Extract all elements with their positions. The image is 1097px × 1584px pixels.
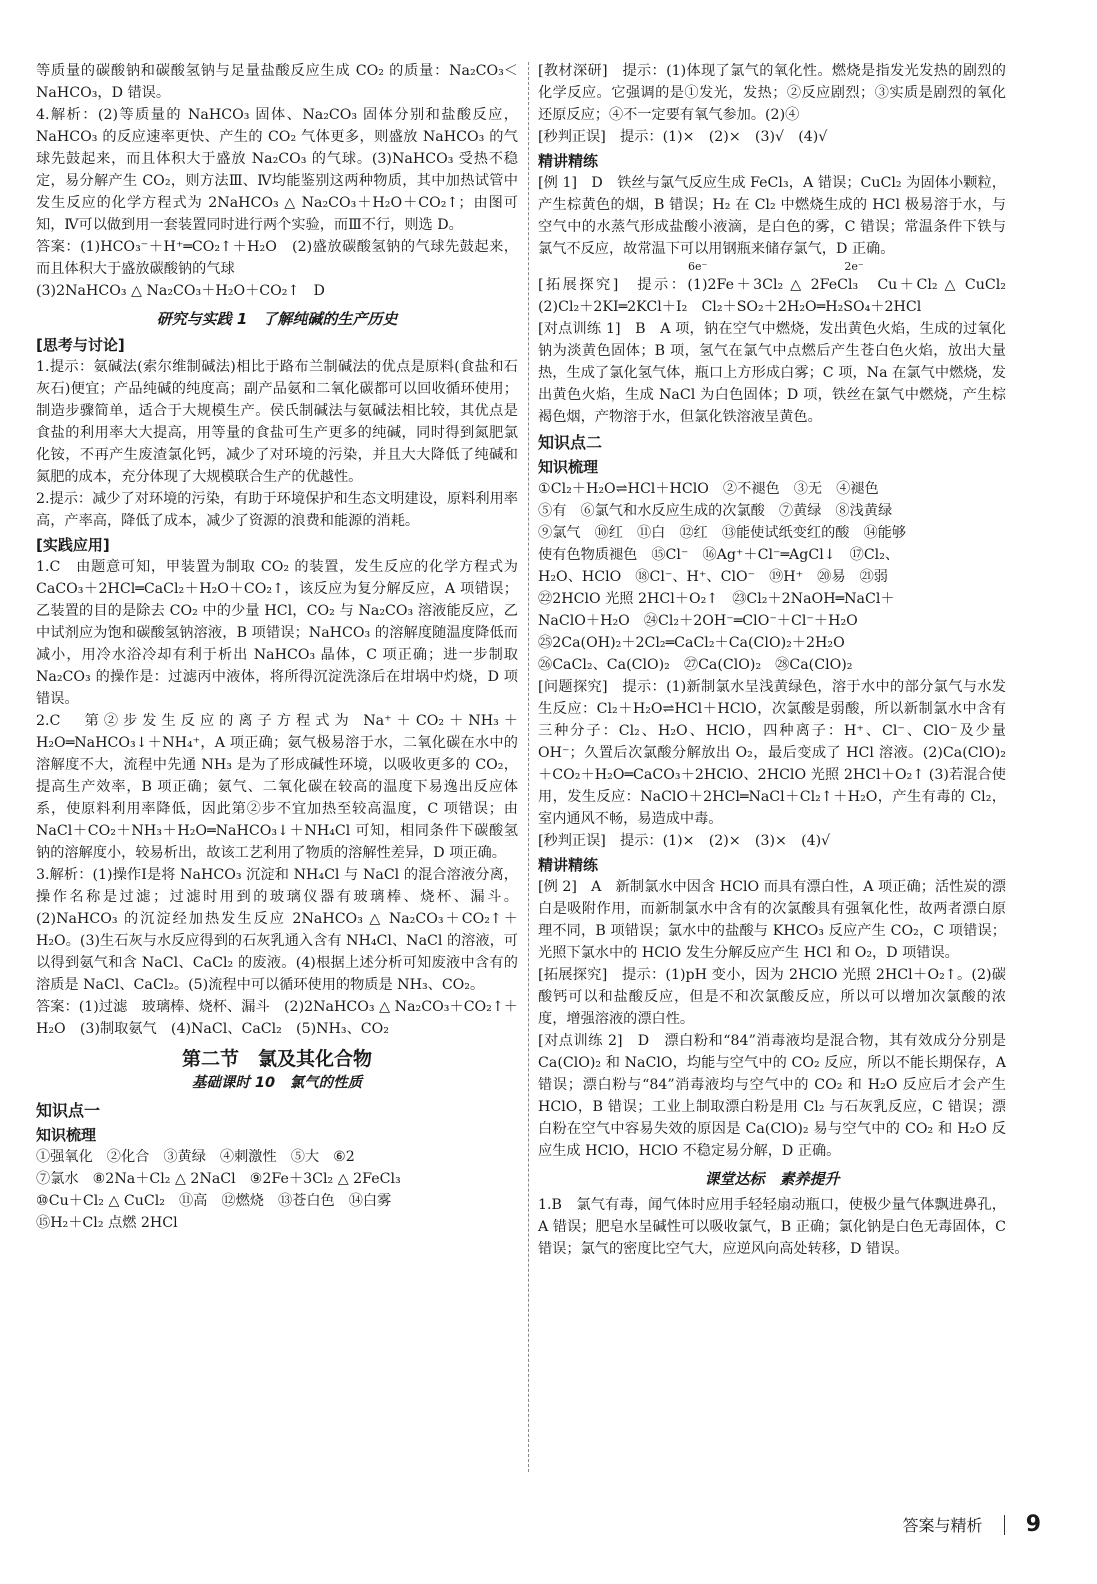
answer-row [36, 1168, 518, 1190]
answer-item: ㉖CaCl₂、Ca(ClO)₂ [538, 657, 670, 673]
answer-item: ①强氧化 [36, 1149, 93, 1165]
paragraph: 4.解析：(2)等质量的 NaHCO₃ 固体、Na₂CO₃ 固体分别和盐酸反应，NaHCO₃ 的反应速率更快、产生的 CO₂ 气体更多，则盛放 NaHCO₃ 的气球先鼓起来，而且体积大于盛放 Na₂CO₃ 的气球。(3)NaHCO₃ 受热不稳定，易分解产生 CO₂，则方法Ⅲ、Ⅳ均能鉴别这两种物质，其中加热试管中发生反应的化学方程式为 2NaHCO₃ △ Na₂CO₃＋H₂O＋CO₂↑；由图可知，Ⅳ可以做到用一套装置同时进行两个实验，而Ⅲ不行，则选 D。 [36, 107, 518, 233]
paragraph: 2.C 第②步发生反应的离子方程式为 Na⁺＋CO₂＋NH₃＋H₂O═NaHCO₃↓＋NH₄⁺，A 项正确；氨气极易溶于水，二氧化碳在水中的溶解度不大，流程中先通 NH₃ 是为了形成碱性环境，以吸收更多的 CO₂，提高生产效率，B 项正确；氨气、二氧化碳在较高的温度下易逸出反应体系，使原料利用率降低，因此第②步不宜加热至较高温度，C 项错误；由 NaCl＋CO₂＋NH₃＋H₂O═NaHCO₃↓＋NH₄Cl 可知，相同条件下碳酸氢钠的溶解度小，较易析出，故该工艺利用了物质的溶解性差异，D 项正确。 [36, 713, 518, 861]
section-tag: [思考与讨论] [36, 336, 125, 354]
electron-transfer-labels [538, 260, 1006, 274]
knowledge-point-heading: 知识点二 [538, 433, 603, 452]
answer-item: ①Cl₂＋H₂O⇌HCl＋HClO [538, 481, 709, 497]
answer-row [538, 588, 1006, 610]
answer-item: ④刺激性 [219, 1149, 277, 1165]
answer-item: ③黄绿 [163, 1149, 206, 1165]
answer-item: ㉓Cl₂＋2NaOH═NaCl＋ [732, 591, 895, 607]
answer-item: ⑳易 [817, 569, 846, 585]
answer-row [538, 478, 1006, 500]
answer-item: ②化合 [106, 1149, 150, 1165]
lesson-title: 基础课时 10 氯气的性质 [191, 1075, 363, 1091]
answer-item: ⑨氯气 [538, 525, 581, 541]
section-banner: 研究与实践 1 了解纯碱的生产历史 [156, 310, 398, 328]
subsection-heading: 精讲精练 [538, 856, 599, 874]
column-divider [528, 62, 529, 1472]
answer-row [538, 500, 1006, 522]
answer-item: ⑧浅黄绿 [835, 503, 893, 519]
answer-row [538, 610, 1006, 632]
right-column [538, 60, 1021, 1260]
answer-row [538, 522, 1006, 544]
section-tag: [实践应用] [36, 536, 110, 554]
paragraph: 等质量的碳酸钠和碳酸氢钠与足量盐酸反应生成 CO₂ 的质量：Na₂CO₃＜NaHCO₃，D 错误。 [36, 63, 518, 101]
section-banner: 课堂达标 素养提升 [704, 1170, 840, 1188]
paragraph: [对点训练 2] D 漂白粉和“84”消毒液均是混合物，其有效成分分别是 Ca(ClO)₂ 和 NaClO，均能与空气中的 CO₂ 反应，所以不能长期保存，A 错误；漂白粉与“84”消毒液均与空气中的 CO₂ 和 H₂O 反应后才会产生 HClO，B 错误；工业上制取漂白粉是用 Cl₂ 与石灰乳反应，C 错误；漂白粉在空气中容易失效的原因是 Ca(ClO)₂ 易与空气中的 CO₂ 和 H₂O 反应生成 HClO，HClO 不稳定易分解，D 正确。 [538, 1033, 1006, 1159]
answer-row [538, 566, 1006, 588]
answer-item: ⑭白雾 [348, 1193, 392, 1209]
answer-paragraph: 答案：(1)过滤 玻璃棒、烧杯、漏斗 (2)2NaHCO₃ △ Na₂CO₃＋CO₂↑＋H₂O (3)制取氨气 (4)NaCl、CaCl₂ (5)NH₃、CO₂ [36, 999, 518, 1037]
subsection-heading: 知识梳理 [36, 1126, 97, 1144]
electron-label: 2e⁻ [844, 260, 864, 273]
answer-item: ⑥2 [333, 1149, 355, 1165]
answer-paragraph: (3)2NaHCO₃ △ Na₂CO₃＋H₂O＋CO₂↑ D [36, 283, 325, 299]
paragraph: [拓展探究] 提示：(1)2Fe＋3Cl₂ △ 2FeCl₃ Cu＋Cl₂ △ CuCl₂ (2)Cl₂＋2KI═2KCl＋I₂ Cl₂＋SO₂＋2H₂O═H₂SO₄＋2HCl [538, 277, 1021, 315]
electron-label: 6e⁻ [688, 260, 708, 273]
answer-row [538, 654, 1006, 676]
answer-item: ⑪高 [178, 1193, 208, 1209]
paragraph: [对点训练 1] B A 项，钠在空气中燃烧，发出黄色火焰，生成的过氧化钠为淡黄色固体；B 项，氢气在氯气中点燃后产生苍白色火焰，放出大量热，生成了氯化氢气体，瓶口上方形成白雾；C 项，Na 在氯气中燃烧，发出黄色火焰，生成 NaCl 为白色固体；D 项，铁丝在氯气中燃烧，产生棕褐色烟，产物溶于水，但氯化铁溶液呈黄色。 [538, 321, 1006, 425]
knowledge-point-heading: 知识点一 [36, 1101, 101, 1120]
subsection-heading: 精讲精练 [538, 152, 599, 170]
answer-item: ⑫燃烧 [221, 1193, 264, 1209]
answer-item: ⑰Cl₂、 [849, 547, 900, 563]
paragraph: 1.B 氯气有毒，闻气体时应用手轻轻扇动瓶口，使极少量气体飘进鼻孔，A 错误；肥皂水呈碱性可以吸收氯气，B 正确；氯化钠是白色无毒固体，C 错误；氯气的密度比空气大，应逆风向高处转移，D 错误。 [538, 1197, 1006, 1257]
answer-item: ㉒2HClO 光照 2HCl＋O₂↑ [538, 591, 719, 607]
answer-row [36, 1146, 518, 1168]
answer-item: ⑧2Na＋Cl₂ △ 2NaCl [92, 1171, 236, 1187]
answer-item: ⑩红 [594, 525, 623, 541]
answer-item: ⑩Cu＋Cl₂ △ CuCl₂ [36, 1193, 165, 1209]
subsection-heading: 知识梳理 [538, 458, 599, 476]
paragraph: [拓展探究] 提示：(1)pH 变小，因为 2HClO 光照 2HCl＋O₂↑。(2)碳酸钙可以和盐酸反应，但是不和次氯酸反应，所以可以增加次氯酸的浓度，增强溶液的漂白性。 [538, 967, 1006, 1027]
answer-row [538, 544, 1006, 566]
answer-row [36, 1212, 518, 1234]
paragraph: 3.解析：(1)操作Ⅰ是将 NaHCO₃ 沉淀和 NH₄Cl 与 NaCl 的混合溶液分离，操作名称是过滤；过滤时用到的玻璃仪器有玻璃棒、烧杯、漏斗。(2)NaHCO₃ 的沉淀经加热发生反应 2NaHCO₃ △ Na₂CO₃＋CO₂↑＋H₂O。(3)生石灰与水反应得到的石灰乳通入含有 NH₄Cl、NaCl 的溶液，可以得到氨气和含 NaCl、CaCl₂ 的废液。(4)根据上述分析可知废液中含有的溶质是 NaCl、CaCl₂。(5)流程中可以循环使用的物质是 NH₃、CO₂。 [36, 867, 518, 993]
page-number: 9 [1025, 1512, 1041, 1537]
paragraph: [教材深研] 提示：(1)体现了氯气的氧化性。燃烧是指发光发热的剧烈的化学反应。它强调的是①发光，发热；②反应剧烈；③实质是剧烈的氧化还原反应；④不一定要有氧气参加。(2)④ [538, 63, 1006, 123]
answer-item: ⑮H₂＋Cl₂ 点燃 2HCl [36, 1215, 178, 1231]
answer-paragraph: 答案：(1)HCO₃⁻＋H⁺═CO₂↑＋H₂O (2)盛放碳酸氢钠的气球先鼓起来，而且体积大于盛放碳酸钠的气球 [36, 239, 518, 277]
answer-item: ⑬苍白色 [277, 1193, 335, 1209]
answer-item: ③无 [793, 481, 823, 497]
footer-divider [1004, 1515, 1005, 1535]
answer-item: ④褪色 [836, 481, 879, 497]
answer-item: ⑯Ag⁺＋Cl⁻═AgCl↓ [702, 547, 836, 563]
answer-row [36, 1190, 518, 1212]
paragraph: [秒判正误] 提示：(1)× (2)× (3)√ (4)√ [538, 129, 828, 145]
page-footer [902, 1512, 1041, 1537]
paragraph: [秒判正误] 提示：(1)× (2)× (3)× (4)√ [538, 833, 831, 849]
answer-row [538, 632, 1006, 654]
answer-item: ⑥氯气和水反应生成的次氯酸 [580, 503, 765, 519]
answer-item: ⑪白 [636, 525, 666, 541]
answer-item: ⑦黄绿 [778, 503, 822, 519]
answer-item: ⑱Cl⁻、H⁺、ClO⁻ [635, 569, 756, 585]
answer-item: ⑭能够 [863, 525, 907, 541]
answer-item: ②不褪色 [722, 481, 780, 497]
answer-item: ㉑弱 [859, 569, 888, 585]
answer-item: ㉘Ca(ClO)₂ [775, 657, 853, 673]
left-column [36, 60, 518, 1234]
answer-item: H₂O、HClO [538, 569, 622, 585]
answer-item: ㉗Ca(ClO)₂ [683, 657, 762, 673]
paragraph: [例 1] D 铁丝与氯气反应生成 FeCl₃，A 错误；CuCl₂ 为固体小颗粒，产生棕黄色的烟，B 错误；H₂ 在 Cl₂ 中燃烧生成的 HCl 极易溶于水，与空气中的水蒸气形成盐酸小液滴，是白色的雾，C 错误；常温条件下铁与氯气不反应，故常温下可以用钢瓶来储存氯气，D 正确。 [538, 175, 1006, 257]
answer-item: ㉔Cl₂＋2OH⁻═ClO⁻＋Cl⁻＋H₂O [643, 613, 858, 629]
paragraph: 1.C 由题意可知，甲装置为制取 CO₂ 的装置，发生反应的化学方程式为 CaCO₃＋2HCl═CaCl₂＋H₂O＋CO₂↑，该反应为复分解反应，A 项错误；乙装置的目的是除去 CO₂ 中的少量 HCl，CO₂ 与 Na₂CO₃ 溶液能反应，乙中试剂应为饱和碳酸氢钠溶液，B 项错误；NaHCO₃ 的溶解度随温度降低而减小，用冷水浴冷却有利于析出 NaHCO₃ 晶体，C 项正确；进一步制取 Na₂CO₃ 的操作是：过滤丙中液体，将所得沉淀洗涤后在坩埚中灼烧，D 项错误。 [36, 559, 518, 707]
paragraph: [例 2] A 新制氯水中因含 HClO 而具有漂白性，A 项正确；活性炭的漂白是吸附作用，而新制氯水中含有的次氯酸具有强氧化性，故两者漂白原理不同，B 项错误；氯水中的盐酸与 KHCO₃ 反应产生 CO₂，C 项错误；光照下氯水中的 HClO 发生分解反应产生 HCl 和 O₂，D 项错误。 [538, 879, 1006, 961]
answer-item: NaClO＋H₂O [538, 613, 630, 629]
chapter-title: 第二节 氯及其化合物 [181, 1048, 372, 1070]
paragraph: [问题探究] 提示：(1)新制氯水呈浅黄绿色，溶于水中的部分氯气与水发生反应：Cl₂＋H₂O⇌HCl＋HClO，次氯酸是弱酸，所以新制氯水中含有三种分子：Cl₂、H₂O、HClO，四种离子：H⁺、Cl⁻、ClO⁻及少量 OH⁻；久置后次氯酸分解放出 O₂，最后变成了 HCl 溶液。(2)Ca(ClO)₂＋CO₂＋H₂O═CaCO₃＋2HClO、2HClO 光照 2HCl＋O₂↑ (3)若混合使用，发生反应：NaClO＋2HCl═NaCl＋Cl₂↑＋H₂O，产生有毒的 Cl₂，室内通风不畅，易造成中毒。 [538, 679, 1006, 827]
answer-item: ㉕2Ca(OH)₂＋2Cl₂═CaCl₂＋Ca(ClO)₂＋2H₂O [538, 635, 845, 651]
answer-item: ⑫红 [679, 525, 708, 541]
answer-item: ⑤有 [538, 503, 567, 519]
answer-item: ⑮Cl⁻ [651, 547, 689, 563]
answer-item: ⑨2Fe＋3Cl₂ △ 2FeCl₃ [249, 1171, 401, 1187]
answer-item: 使有色物质褪色 [538, 547, 638, 563]
answer-item: ⑦氯水 [36, 1171, 79, 1187]
paragraph: 1.提示：氨碱法(索尔维制碱法)相比于路布兰制碱法的优点是原料(食盐和石灰石)便宜；产品纯碱的纯度高；副产品氨和二氧化碳都可以回收循环使用；制造步骤简单，适合于大规模生产。侯氏制碱法与氨碱法相比较，其优点是食盐的利用率大大提高，用等量的食盐可生产更多的纯碱，同时得到氮肥氯化铵，不再产生废渣氯化钙，减少了对环境的污染，并且大大降低了纯碱和氮肥的成本，充分体现了大规模联合生产的优越性。 [36, 359, 518, 485]
footer-label: 答案与精析 [902, 1516, 983, 1535]
paragraph: 2.提示：减少了对环境的污染，有助于环境保护和生态文明建设，原料利用率高，产率高，降低了成本，减少了资源的浪费和能源的消耗。 [36, 491, 518, 529]
answer-item: ⑤大 [290, 1149, 320, 1165]
answer-item: ⑲H⁺ [769, 569, 804, 585]
answer-item: ⑬能使试纸变红的酸 [721, 525, 850, 541]
